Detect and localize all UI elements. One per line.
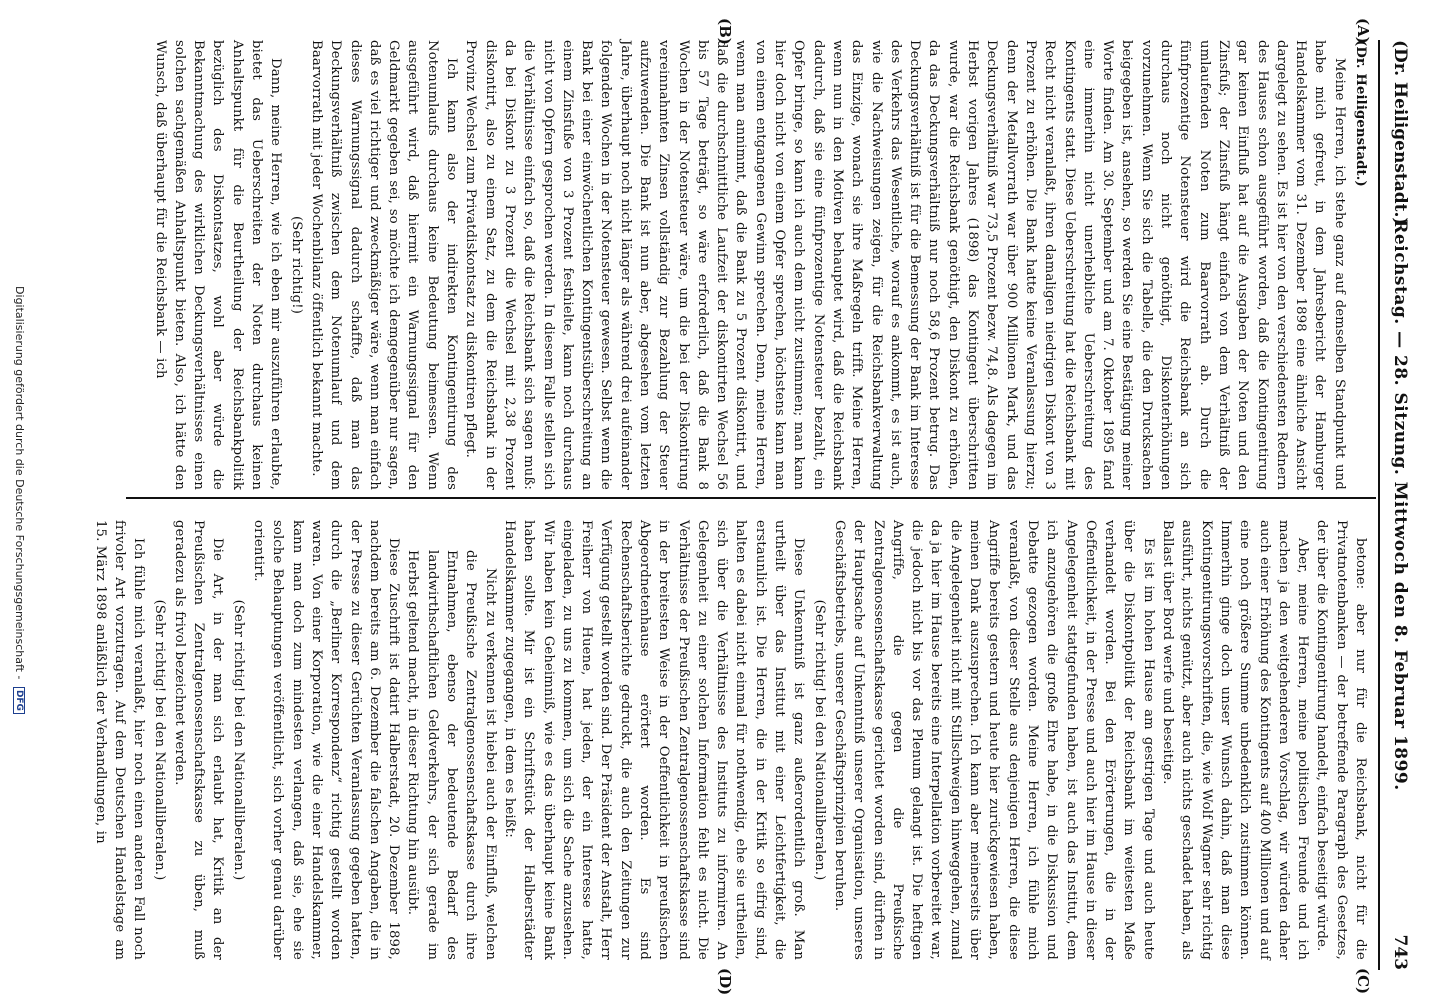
credit-text: Digitalisierung gefördert durch die Deutsche Forschungsgemeinschaft - — [13, 286, 26, 680]
column-divider — [126, 497, 1376, 499]
paragraph: Meine Herren, ich stehe ganz auf demselben Standpunkt und habe mich gefreut, in dem Jahresbericht der Hamburger Handelskammer vom 31. Dezember 1898 eine ähnliche Ansicht dargelegt zu sehen. Es ist hier von den verschiedensten Rednern des Hauses schon ausgeführt worden, daß die Kontingentirung gar keinen Einfluß hat auf die Ausgaben der Noten und den Zinsfuß; der Zinsfuß hängt einfach von dem Verhältniß der umlaufenden Noten zum Baarvorrath ab. Durch die fünfprozentige Notensteuer wird die Reichsbank an sich durchaus noch nicht genöthigt, Diskonterhöhungen vorzunehmen. Wenn Sie sich die Tabelle, die den Drucksachen beigegeben ist, ansehen, so werden Sie eine Bestätigung meiner Worte finden. Am 30. September und am 7. Oktober 1895 fand eine immerhin nicht unerhebliche Ueberschreitung des Kontingents statt. Diese Ueberschreitung hat die Reichsbank mit Recht nicht veranlaßt, ihren damaligen niedrigen Diskont von 3 Prozent zu erhöhen. Die Bank hatte keine Veranlassung hierzu; denn der Metallvorrath war über 900 Millionen Mark, und das Deckungsverhältniß war 73,5 Prozent bezw. 74,8. Als dagegen im Herbst vorigen Jahres (1898) das Kontingent überschritten wurde, war die Reichsbank genöthigt, den Diskont zu erhöhen, da das Deckungsverhältniß nur noch 58,6 Prozent betrug. Das Deckungsverhältniß ist für die Bemessung der Bank im Interesse des Verkehrs das Wesentliche, worauf es ankommt, es ist auch, wie die Nachweisungen zeigen, für die Reichsbankverwaltung das Einzige, wonach sie ihre Maßregeln trifft. Meine Herren, wenn nun in den Motiven behauptet wird, daß die Reichsbank dadurch, daß sie eine fünfprozentige Notensteuer bezahlt, ein Opfer bringe, so kann ich auch dem nicht zustimmen; man kann hier doch nicht von einem Opfer sprechen, höchstens kann man von einem entgangenen Gewinn sprechen. Denn, meine Herren, wenn man annimmt, daß die Bank zu 5 Prozent diskontirt, und daß die durchschnittliche Laufzeit der diskontirten Wechsel 56 bis 57 Tage beträgt, so wäre erforderlich, daß die Bank 8 Wochen in der Notensteuer wäre, um die bei der Diskontirung vereinnahmten Zinsen vollständig zur Bezahlung der Steuer aufzuwenden. Die Bank ist nun aber, abgesehen vom letzten Jahre, überhaupt noch nicht länger als während drei aufeinander folgenden Wochen in der Notensteuer gewesen. Selbst wenn die Bank bei einer einwöchentlichen Kontingentsüberschreitung an einem Zinsfuße von 3 Prozent festhielte, kann noch durchaus nicht von Opfern gesprochen werden. In diesem Falle stellen sich die Verhältnisse einfach so, daß die Reichsbank sich sagen muß: da bei Diskont zu 3 Prozent die Wechsel mit 2,38 Prozent diskontirt, also zu einem Satz, zu dem die Reichsbank in der Provinz Wechsel zum Privatdiskontsatz zu diskontiren pflegt. — [463, 40, 1347, 490]
dfg-logo: DFG — [13, 687, 25, 714]
header-title: Reichstag. — 28. Sitzung. Mittwoch den 8. Februar 1899. — [1390, 219, 1410, 791]
paragraph: Dann, meine Herren, wie ich eben mir auszuführen erlaubte, bietet das Ueberschreiten der Noten durchaus keinen Anhaltspunkt für die Beurtheilung der Reichsbankpolitik bezüglich des Diskontsatzes, wohl aber würde die Bekanntmachung des wirklichen Deckungsverhältnisses einen solchen sachgemäßen Anhaltspunkt bieten. Also, ich hätte den Wunsch, daß überhaupt für die Reichsbank — ich — [152, 40, 284, 490]
interjection: (Sehr richtig! bei den Nationalliberalen.) — [230, 599, 246, 881]
paragraph: Es ist im hohen Hause am gestrigen Tage und auch heute über die Diskontpolitik der Reichsbank im weitesten Maße verhandelt worden. Bei den Erörterungen, die in der Oeffentlichkeit, in der Presse und auch hier im Hause in dieser Angelegenheit stattgefunden haben, ist auch das Institut, dem ich anzugehören die große Ehre habe, in die Diskussion und Debatte gezogen worden. Meine Herren, ich fühle mich veranlaßt, von dieser Stelle aus denjenigen Herren, die diese Angriffe bereits gestern und heute hier zurückgewiesen haben, meinen Dank auszusprechen. Ich kann aber meinerseits über die Angelegenheit nicht mit Stillschweigen hinweggehen, zumal da ja hier im Hause bereits eine Interpellation vorbereitet war, die jedoch nicht bis vor das Plenum gelangt ist. Die heftigen Angriffe, die gegen die Preußische Zentralgenossenschaftskasse gerichtet worden sind, dürften in der Hauptsache auf Unkenntniß unserer Organisation, unseres Geschäftsbetriebs, unserer Geschäftsprinzipien beruhen. — [831, 520, 1156, 960]
interjection: (Sehr richtig! bei den Nationalliberalen.) — [151, 599, 167, 881]
header-speaker: (Dr. Heiligenstadt.) — [1390, 40, 1410, 226]
paragraph: Diese Unkenntniß ist ganz außerordentlich groß. Man urtheilt über das Institut mit einer Leichtfertigkeit, die erstaunlich ist. Die Herren, die in der Kritik so eifrig sind, halten es dabei nicht einmal für nothwendig, ehe sie urtheilen, sich über die Verhältnisse des Instituts zu informiren. An Gelegenheit zu einer solchen Information fehlt es nicht. Die Verhältnisse der Preußischen Zentralgenossenschaftskasse sind in der breitesten Weise in der Oeffentlichkeit in preußischen Abgeordnetenhause erörtert worden. Es sind Rechenschaftsberichte gedruckt, die auch den Zeitungen zur Verfügung gestellt worden sind. Der Präsident der Anstalt, Herr Freiherr von Huene, hat jeden, der ein Interesse hatte, eingeladen, zu uns zu kommen, um sich die Sache anzusehen. Wir haben kein Geheimniß, wie es das überhaupt keine Bank haben sollte. Mir ist ein Schriftstück der Halberstädter Handelskammer zugegangen, in dem es heißt: — [501, 520, 807, 960]
quotation: Nicht zu verkennen ist hiebei auch der Einfluß, welchen die Preußische Zentralgenossenschaftskasse durch ihre Entnahmen, ebenso der bedeutende Bedarf des landwirthschaftlichen Geldverkehrs, der sich gerade im Herbst geltend macht, in dieser Richtung hin ausübt. — [405, 550, 498, 960]
interjection: (Sehr richtig! bei den Nationalliberalen.) — [811, 599, 827, 881]
speaker-label: (Dr. Heiligenstadt.) — [1353, 40, 1368, 187]
margin-marker-b: (B) — [716, 18, 734, 45]
paragraph: betone: aber nur für die Reichsbank, nicht für die Privatnotenbanken — der betreffende Paragraph des Gesetzes, der über die Kontingentirung handelt, einfach beseitigt würde. — [1314, 520, 1368, 960]
left-column — [150, 40, 1370, 490]
margin-marker-c: (C) — [1354, 968, 1372, 995]
header-rule — [1378, 40, 1380, 970]
page-header — [1384, 40, 1412, 970]
paragraph: Ich fühle mich veranlaßt, hier noch einen anderen Fall noch frivoler Art vorzutragen. Auf dem Deutschen Handelstage am 15. März 1898 anläßlich der Verhandlungen, in — [92, 520, 147, 960]
digitization-credit — [13, 0, 26, 1000]
right-column — [90, 520, 1370, 960]
paragraph: Diese Zuschrift ist datirt Halberstadt, 20. Dezember 1898, nachdem bereits am 6. Dezember die falschen Angaben, die in der Presse zu dieser Gerüchten Veranlassung gegeben hatten, durch die „Berliner Korrespondenz“ richtig gestellt worden waren. Von einer Korporation, wie die einer Handelskammer, kann man doch zum mindesten verlangen, daß sie, ehe sie solche Behauptungen veröffentlicht, sich vorher genau darüber orientirt. — [251, 520, 402, 960]
paragraph: Aber, meine Herren, meine politischen Freunde und ich machen ja den weitgehenderen Vorschlag, wir würden daher auch einer Erhöhung des Kontingents auf 400 Millionen und auf eine noch größere Summe unbedenklich zustimmen können. Immerhin ginge doch unser Wunsch dahin, daß man diese Kontingentirungsvorschriften, die, wie Wolf Wagner sehr richtig ausführt, nichts genützt, aber auch nichts geschadet haben, als Ballast über Bord werfe und beseitige. — [1160, 520, 1311, 960]
margin-marker-d: (D) — [716, 968, 734, 996]
margin-marker-a: (A) — [1354, 18, 1372, 44]
page-number: 743 — [1390, 934, 1410, 970]
paragraph: Ich kann also der indirekten Kontingentirung des Notenumlaufs durchaus keine Bedeutung beimessen. Wenn ausgeführt wird, daß hiermit ein Warnungssignal für den Geldmarkt gegeben sei, so möchte ich demgegenüber nur sagen, daß es viel richtiger und zweckmäßiger wäre, wenn man einfach dieses Warnungssignal dadurch schaffte, daß man das Deckungsverhältniß zwischen dem Notenumlauf und dem Baarvorrath mit jeder Wochenbilanz öffentlich bekannt machte. — [308, 40, 460, 490]
paragraph: Die Art, in der man sich erlaubt hat, Kritik an der Preußischen Zentralgenossenschaftskasse zu üben, muß geradezu als frivol bezeichnet werden. — [171, 520, 226, 960]
interjection: (Sehr richtig!) — [288, 215, 304, 315]
